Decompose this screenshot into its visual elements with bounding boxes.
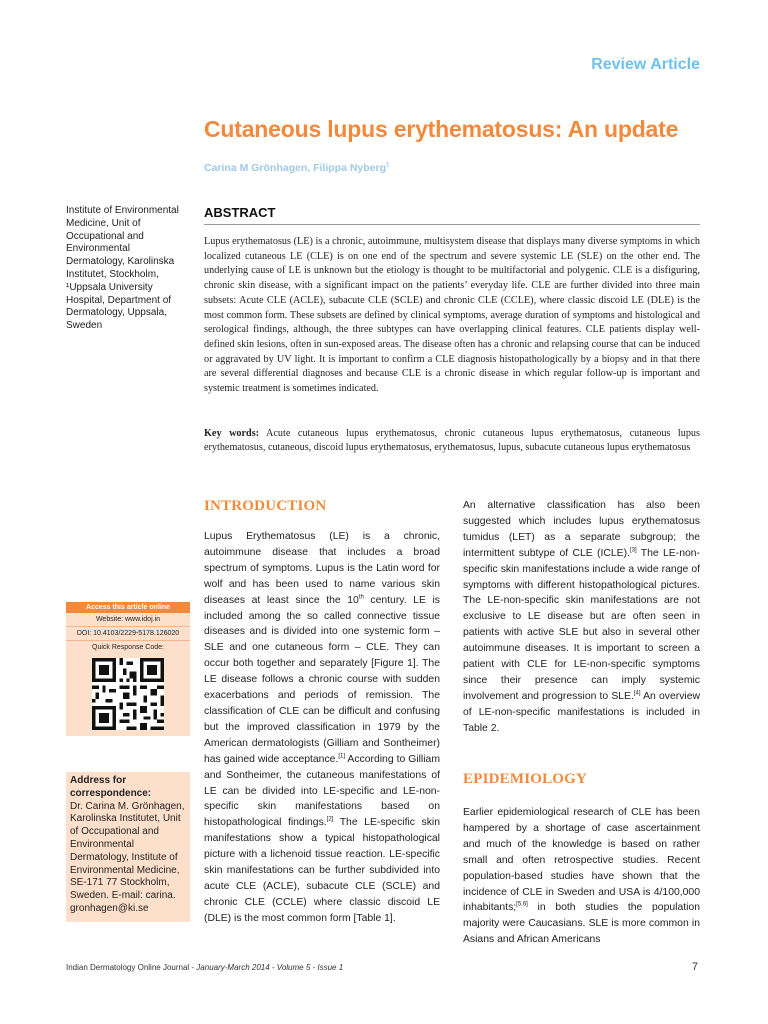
access-heading: Access this article online [66,602,190,613]
author-list [204,162,389,174]
ordinal-suffix: th [358,594,364,601]
affiliation: Institute of Environmental Medicine, Unit of Occupational and Environmental Dermatology, Karolinska Institutet, Stockholm, ¹Uppsala University Hospital, Department of Dermatology, Uppsala, Sweden [66,205,179,332]
intro-text-4: The LE-specific skin manifestations show a typical histopathological picture with a lichenoid tissue reaction. LE-specific skin manifestations can be further subdivided into acute CLE (ACLE), subacute CLE (SCLE) and chronic CLE (CCLE) where classic discoid LE (DLE) is the most common form [Table 1]. [204,817,441,924]
introduction-column [204,529,440,927]
correspondence-heading: Address for correspondence: [70,775,152,799]
col2-text-3: An overview of LE-non-specific manifestations is included in Table 2. [463,690,700,734]
classification-column [463,498,700,737]
article-title: Cutaneous lupus erythematosus: An update [204,116,679,142]
article-type-label: Review Article [591,56,700,73]
col2-text-2: The LE-non-specific skin manifestations include a wide range of symptoms with different histopathological pictures. The LE-non-specific skin manifestations are not exclusive to LE disease but are often seen in patients with active SLE but also in several other autoimmune diseases. It is important to screen a patient with CLE for LE-non-specific symptoms since their presence can imply systemic involvement and progression to SLE. [463,547,700,702]
epidemiology-column [463,805,700,948]
journal-issue: January-March 2014 - Volume 5 - Issue 1 [196,963,344,972]
website-link[interactable]: Website: www.idoj.in [66,613,190,627]
classification-paragraph [463,498,700,737]
introduction-heading: INTRODUCTION [204,498,327,514]
journal-name: Indian Dermatology Online Journal - [66,963,197,972]
keywords-label: Key words: [204,428,260,439]
epi-text-2: in both studies the population majority were Caucasians. SLE is more common in Asians and African Americans [463,902,700,946]
abstract-heading: ABSTRACT [204,205,700,225]
citation-5-6[interactable]: [5,6] [516,901,528,908]
author-affiliation-mark: 1 [386,162,390,169]
journal-footer [66,963,343,972]
keywords-list: Acute cutaneous lupus erythematosus, chronic cutaneous lupus erythematosus, cutaneous lupus erythematosus, cutaneous, discoid lupus erythematosus, erythematosus, lupus, subacute cutaneous lupus erythematosus [204,428,700,454]
introduction-paragraph [204,529,440,927]
epi-text-1: Earlier epidemiological research of CLE has been hampered by a shortage of case ascertainment and much of the knowledge is based on rather small and often retrospective studies. Recent population-based studies have shown that the incidence of CLE in Sweden and USA is 4/100,000 inhabitants; [463,807,700,914]
qr-label: Quick Response Code: [92,644,164,651]
citation-3[interactable]: [3] [629,547,637,554]
citation-1[interactable]: [1] [338,753,345,760]
keywords [204,427,700,455]
epidemiology-paragraph [463,805,700,948]
authors-text: Carina M Grönhagen, Filippa Nyberg [204,162,387,174]
intro-text-1: Lupus Erythematosus (LE) is a chronic, autoimmune disease that includes a broad spectrum of symptoms. Lupus is the Latin word for wolf and has been used to name various skin diseases at least since the 10 [204,531,440,606]
correspondence-box [66,772,190,922]
page-number: 7 [691,961,698,973]
epidemiology-heading: EPIDEMIOLOGY [463,771,588,787]
qr-code-image [66,654,190,736]
citation-4[interactable]: [4] [633,690,641,697]
correspondence-text: Dr. Carina M. Grönhagen, Karolinska Institutet, Unit of Occupational and Environmental Dermatology, Institute of Environmental Medicine, SE-171 77 Stockholm, Sweden. E-mail: carina. gronhagen@ki.se [70,800,185,914]
citation-2[interactable]: [2] [326,816,334,823]
intro-text-2: century. LE is included among the so called connective tissue diseases and is divided into one systemic form – SLE and one cutaneous form – CLE. They can occur both together and separately [Figure 1]. The LE disease follows a chronic course with sudden exacerbations and periods of remission. The classification of CLE can be difficult and confusing but the improved classification in 1979 by the American dermatologists (Gilliam and Sontheimer) has gained wide acceptance. [204,594,440,765]
abstract-text: Lupus erythematosus (LE) is a chronic, autoimmune, multisystem disease that displays many diverse symptoms in which localized cutaneous LE (CLE) is on one end of the spectrum and severe systemic LE (SLE) on the other end. The underlying cause of LE is unknown but the etiology is thought to be multifactorial and polygenic. CLE is a disfiguring, chronic skin disease, with a significant impact on the patients’ everyday life. CLE are further divided into three main subsets: Acute CLE (ACLE), subacute CLE (SCLE) and chronic CLE (CCLE), where classic discoid LE (DLE) is the most common form. These subsets are defined by clinical symptoms, average duration of symptoms and histological and serological findings, although, the three subtypes can have overlapping clinical features. CLE patients display well-defined skin lesions, often in sun-exposed areas. The disease often has a chronic and relapsing course that can be induced or aggravated by UV light. It is important to confirm a CLE diagnosis histopathologically by a biopsy and in that there are several differential diagnoses and because CLE is a chronic disease in which regular follow-up is important and systemic treatment is sometimes indicated. [204,236,700,395]
doi-link[interactable]: DOI: 10.4103/2229-5178.126020 [66,627,190,641]
qr-code-icon [92,658,164,730]
intro-text-3: According to Gilliam and Sontheimer, the cutaneous manifestations of LE can be divided into LE-specific and LE-non-specific skin manifestations based on histopathological findings. [204,753,440,829]
access-article-box [66,602,190,736]
col2-text-1: An alternative classification has also been suggested which includes lupus erythematosus tumidus (LET) as a separate subgroup; the intermittent subtype of CLE (ICLE). [463,500,700,559]
